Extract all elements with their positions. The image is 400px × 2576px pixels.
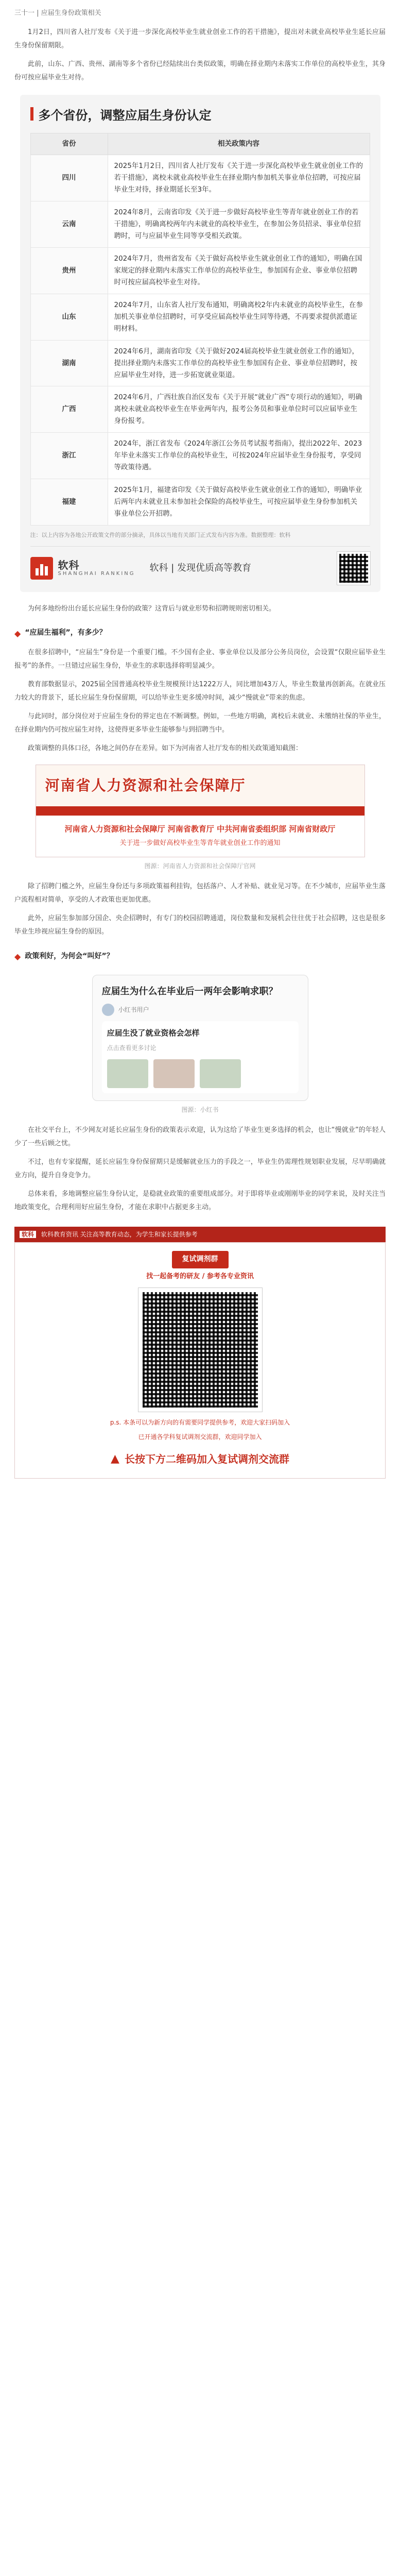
promo-footer-text: 长按下方二维码加入复试调剂交流群 [124, 1453, 289, 1466]
province-cell: 浙江 [30, 433, 108, 479]
policy-title: 多个省份，调整应届生身份认定 [30, 104, 370, 127]
table-row [30, 294, 370, 340]
body-paragraph: 在很多招聘中，“应届生”身份是一个重要门槛。不少国有企业、事业单位以及部分公务员岗位，会设置“仅限应届毕业生报考”的条件。一旦错过应届生身份，毕业生的求职选择将明显减少。 [14, 649, 386, 670]
image-caption: 图源：小红书 [181, 1106, 219, 1113]
henan-notice-line: 河南省人力资源和社会保障厅 河南省教育厅 中共河南省委组织部 河南省财政厅 [64, 824, 336, 834]
henan-site-title: 河南省人力资源和社会保障厅 [36, 765, 364, 806]
promo-footer [23, 1449, 377, 1470]
promo-note: 已开通各学科复试调剂交流群，欢迎同学加入 [138, 1433, 262, 1441]
content-cell: 2025年1月2日，四川省人社厅发布《关于进一步深化高校毕业生就业创业工作的若干措施》，离校未就业高校毕业生在择业期内参加机关事业单位招聘，可按应届毕业生对待，择业期延长至3年。 [108, 155, 370, 201]
body-paragraph: 除了招聘门槛之外，应届生身份还与多项政策福利挂钩，包括落户、人才补贴、就业见习等。在不少城市，应届毕业生落户流程相对简单，享受的人才政策也更加优惠。 [14, 883, 386, 904]
thumbnail-image [107, 1059, 148, 1088]
policy-table [30, 133, 370, 525]
brand-bar [30, 546, 370, 585]
promo-title: 复试调剂群 [172, 1251, 229, 1268]
henan-notice-line: 关于进一步做好高校毕业生等青年就业创业工作的通知 [119, 839, 281, 847]
body-paragraph: 在社交平台上，不少网友对延长应届生身份的政策表示欢迎，认为这给了毕业生更多选择的机会，也让“慢就业”的年轻人少了一些后顾之忧。 [14, 1126, 386, 1147]
henan-nav-bar [36, 806, 364, 816]
policy-card [20, 95, 380, 591]
province-cell: 广西 [30, 386, 108, 433]
intro-paragraph: 此前，山东、广西、贵州、湖南等多个省份已经陆续出台类似政策，明确在择业期内未落实工作单位的高校毕业生，其身份可按应届毕业生对待。 [14, 60, 386, 82]
flag-icon: ◆ [14, 952, 21, 962]
promo-box [14, 1242, 386, 1479]
henan-notice [36, 816, 364, 857]
brand-name: 软科 SHANGHAI RANKING [58, 559, 135, 577]
promo-note: p.s. 本条可以为新方向的有需要同学提供参考，欢迎大家扫码加入 [110, 1418, 290, 1426]
table-row [30, 340, 370, 386]
promo-subtitle: 找一起备考的研友 / 参考各专业资讯 [146, 1272, 254, 1280]
phone-question: 应届生为什么在毕业后一两年会影响求职？ [101, 986, 278, 997]
table-row [30, 479, 370, 526]
card-note: 注：以上内容为各地公开政策文件的部分摘录，具体以当地有关部门正式发布内容为准。数据整理：软科 [30, 531, 291, 538]
province-cell: 湖南 [30, 340, 108, 386]
section-heading: ◆ 政策利好，为何会“叫好”？ [14, 949, 386, 964]
table-row [30, 433, 370, 479]
content-cell: 2024年7月，山东省人社厅发布通知，明确离校2年内未就业的高校毕业生，在参加机关事业单位招聘时，可享受应届高校毕业生同等待遇，不再要求提供派遣证明材料。 [108, 294, 370, 340]
content-cell: 2024年6月，广西壮族自治区发布《关于开展“就业广西”专项行动的通知》，明确离校未就业高校毕业生在毕业两年内，报考公务员和事业单位时可以应届毕业生身份报考。 [108, 386, 370, 433]
phone-author: 小红书用户 [118, 1006, 149, 1013]
breadcrumb[interactable]: 三十一 | 应届生身份政策相关 [14, 9, 101, 17]
body-paragraph: 不过，也有专家提醒，延长应届生身份保留期只是缓解就业压力的手段之一，毕业生仍需理性规划职业发展，尽早明确就业方向，提升自身竞争力。 [14, 1158, 386, 1179]
arrow-up-icon: ▲ [111, 1452, 119, 1466]
phone-meta [102, 1004, 299, 1016]
content-cell: 2024年，浙江省发布《2024年浙江公务员考试报考指南》，提出2022年、2023年毕业未落实工作单位的高校毕业生，可按2024年应届毕业生身份报考，享受同等政策待遇。 [108, 433, 370, 479]
body-paragraph: 此外，应届生参加部分国企、央企招聘时，有专门的校园招聘通道，岗位数量和发展机会往往优于社会招聘，这也是很多毕业生珍视应届生身份的原因。 [14, 914, 386, 936]
body-paragraph: 总体来看，多地调整应届生身份认定，是稳就业政策的重要组成部分。对于即将毕业或刚刚毕业的同学来说，及时关注当地政策变化，合理利用好应届生身份，才能在求职中占据更多主动。 [14, 1190, 386, 1211]
table-row [30, 386, 370, 433]
province-cell: 福建 [30, 479, 108, 526]
intro-paragraph: 1月2日，四川省人社厅发布《关于进一步深化高校毕业生就业创业工作的若干措施》，提出对未就业高校毕业生延长应届生身份保留期限。 [14, 28, 386, 50]
province-cell: 山东 [30, 294, 108, 340]
province-cell: 贵州 [30, 248, 108, 294]
brand-left [30, 557, 252, 580]
flag-icon: ◆ [14, 628, 21, 638]
section-heading: ◆ “应届生福利”，有多少？ [14, 626, 386, 641]
brand-slogan: 软科 | 发现优质高等教育 [149, 562, 252, 573]
content-cell: 2025年1月，福建省印发《关于做好高校毕业生就业创业工作的通知》，明确毕业后两年内未就业且未参加社会保险的高校毕业生，可按应届毕业生身份参加机关事业单位公开招聘。 [108, 479, 370, 526]
phone-card-sub: 点击查看更多讨论 [107, 1044, 156, 1052]
body-paragraph: 教育部数据显示，2025届全国普通高校毕业生规模预计达1222万人，同比增加43万人，毕业生数量再创新高。在就业压力较大的背景下，延长应届生身份保留期，可以给毕业生更多缓冲时间，减少“慢就业”带来的焦虑。 [14, 681, 386, 702]
avatar [102, 1004, 114, 1016]
col-province: 省份 [30, 133, 108, 155]
henan-screenshot [36, 765, 365, 857]
phone-card[interactable] [102, 1021, 299, 1093]
promo-strip-text: 软科教育资讯 关注高等教育动态，为学生和家长提供参考 [41, 1230, 198, 1238]
table-row [30, 248, 370, 294]
image-caption: 图源：河南省人力资源和社会保障厅官网 [144, 862, 256, 870]
qr-code-icon[interactable] [138, 1288, 262, 1412]
phone-image-row [107, 1059, 293, 1088]
phone-card-title: 应届生没了就业资格会怎样 [107, 1028, 200, 1038]
promo-strip [14, 1227, 386, 1242]
thumbnail-image [153, 1059, 195, 1088]
ranking-logo-icon [30, 557, 53, 580]
phone-screenshot [92, 975, 308, 1101]
body-paragraph: 政策调整的具体口径，各地之间仍存在差异。如下为河南省人社厅发布的相关政策通知截图： [28, 744, 303, 753]
content-cell: 2024年7月，贵州省发布《关于做好高校毕业生就业创业工作的通知》，明确在国家规定的择业期内未落实工作单位的高校毕业生，参加国有企业、事业单位招聘时可按应届高校毕业生对待。 [108, 248, 370, 294]
body-paragraph: 与此同时，部分岗位对于应届生身份的界定也在不断调整。例如，一些地方明确，离校后未就业、未缴纳社保的毕业生，在择业期内仍可按应届生对待，这使得更多毕业生能够参与到招聘当中。 [14, 713, 386, 734]
promo-tag: 软科 [20, 1231, 36, 1238]
thumbnail-image [200, 1059, 241, 1088]
table-row [30, 155, 370, 201]
table-row [30, 201, 370, 248]
col-content: 相关政策内容 [108, 133, 370, 155]
body-paragraph: 为何多地纷纷出台延长应届生身份的政策？这背后与就业形势和招聘规则密切相关。 [28, 604, 276, 613]
qr-code-icon[interactable] [337, 552, 370, 585]
province-cell: 四川 [30, 155, 108, 201]
content-cell: 2024年6月，湖南省印发《关于做好2024届高校毕业生就业创业工作的通知》，提出择业期内未落实工作单位的高校毕业生参加国有企业、事业单位招聘时，按应届毕业生对待，进一步拓宽就业渠道。 [108, 340, 370, 386]
province-cell: 云南 [30, 201, 108, 248]
content-cell: 2024年8月，云南省印发《关于进一步做好高校毕业生等青年就业创业工作的若干措施》，明确离校两年内未就业的高校毕业生，在参加公务员招录、事业单位招聘时，可与应届毕业生同等享受相关政策。 [108, 201, 370, 248]
